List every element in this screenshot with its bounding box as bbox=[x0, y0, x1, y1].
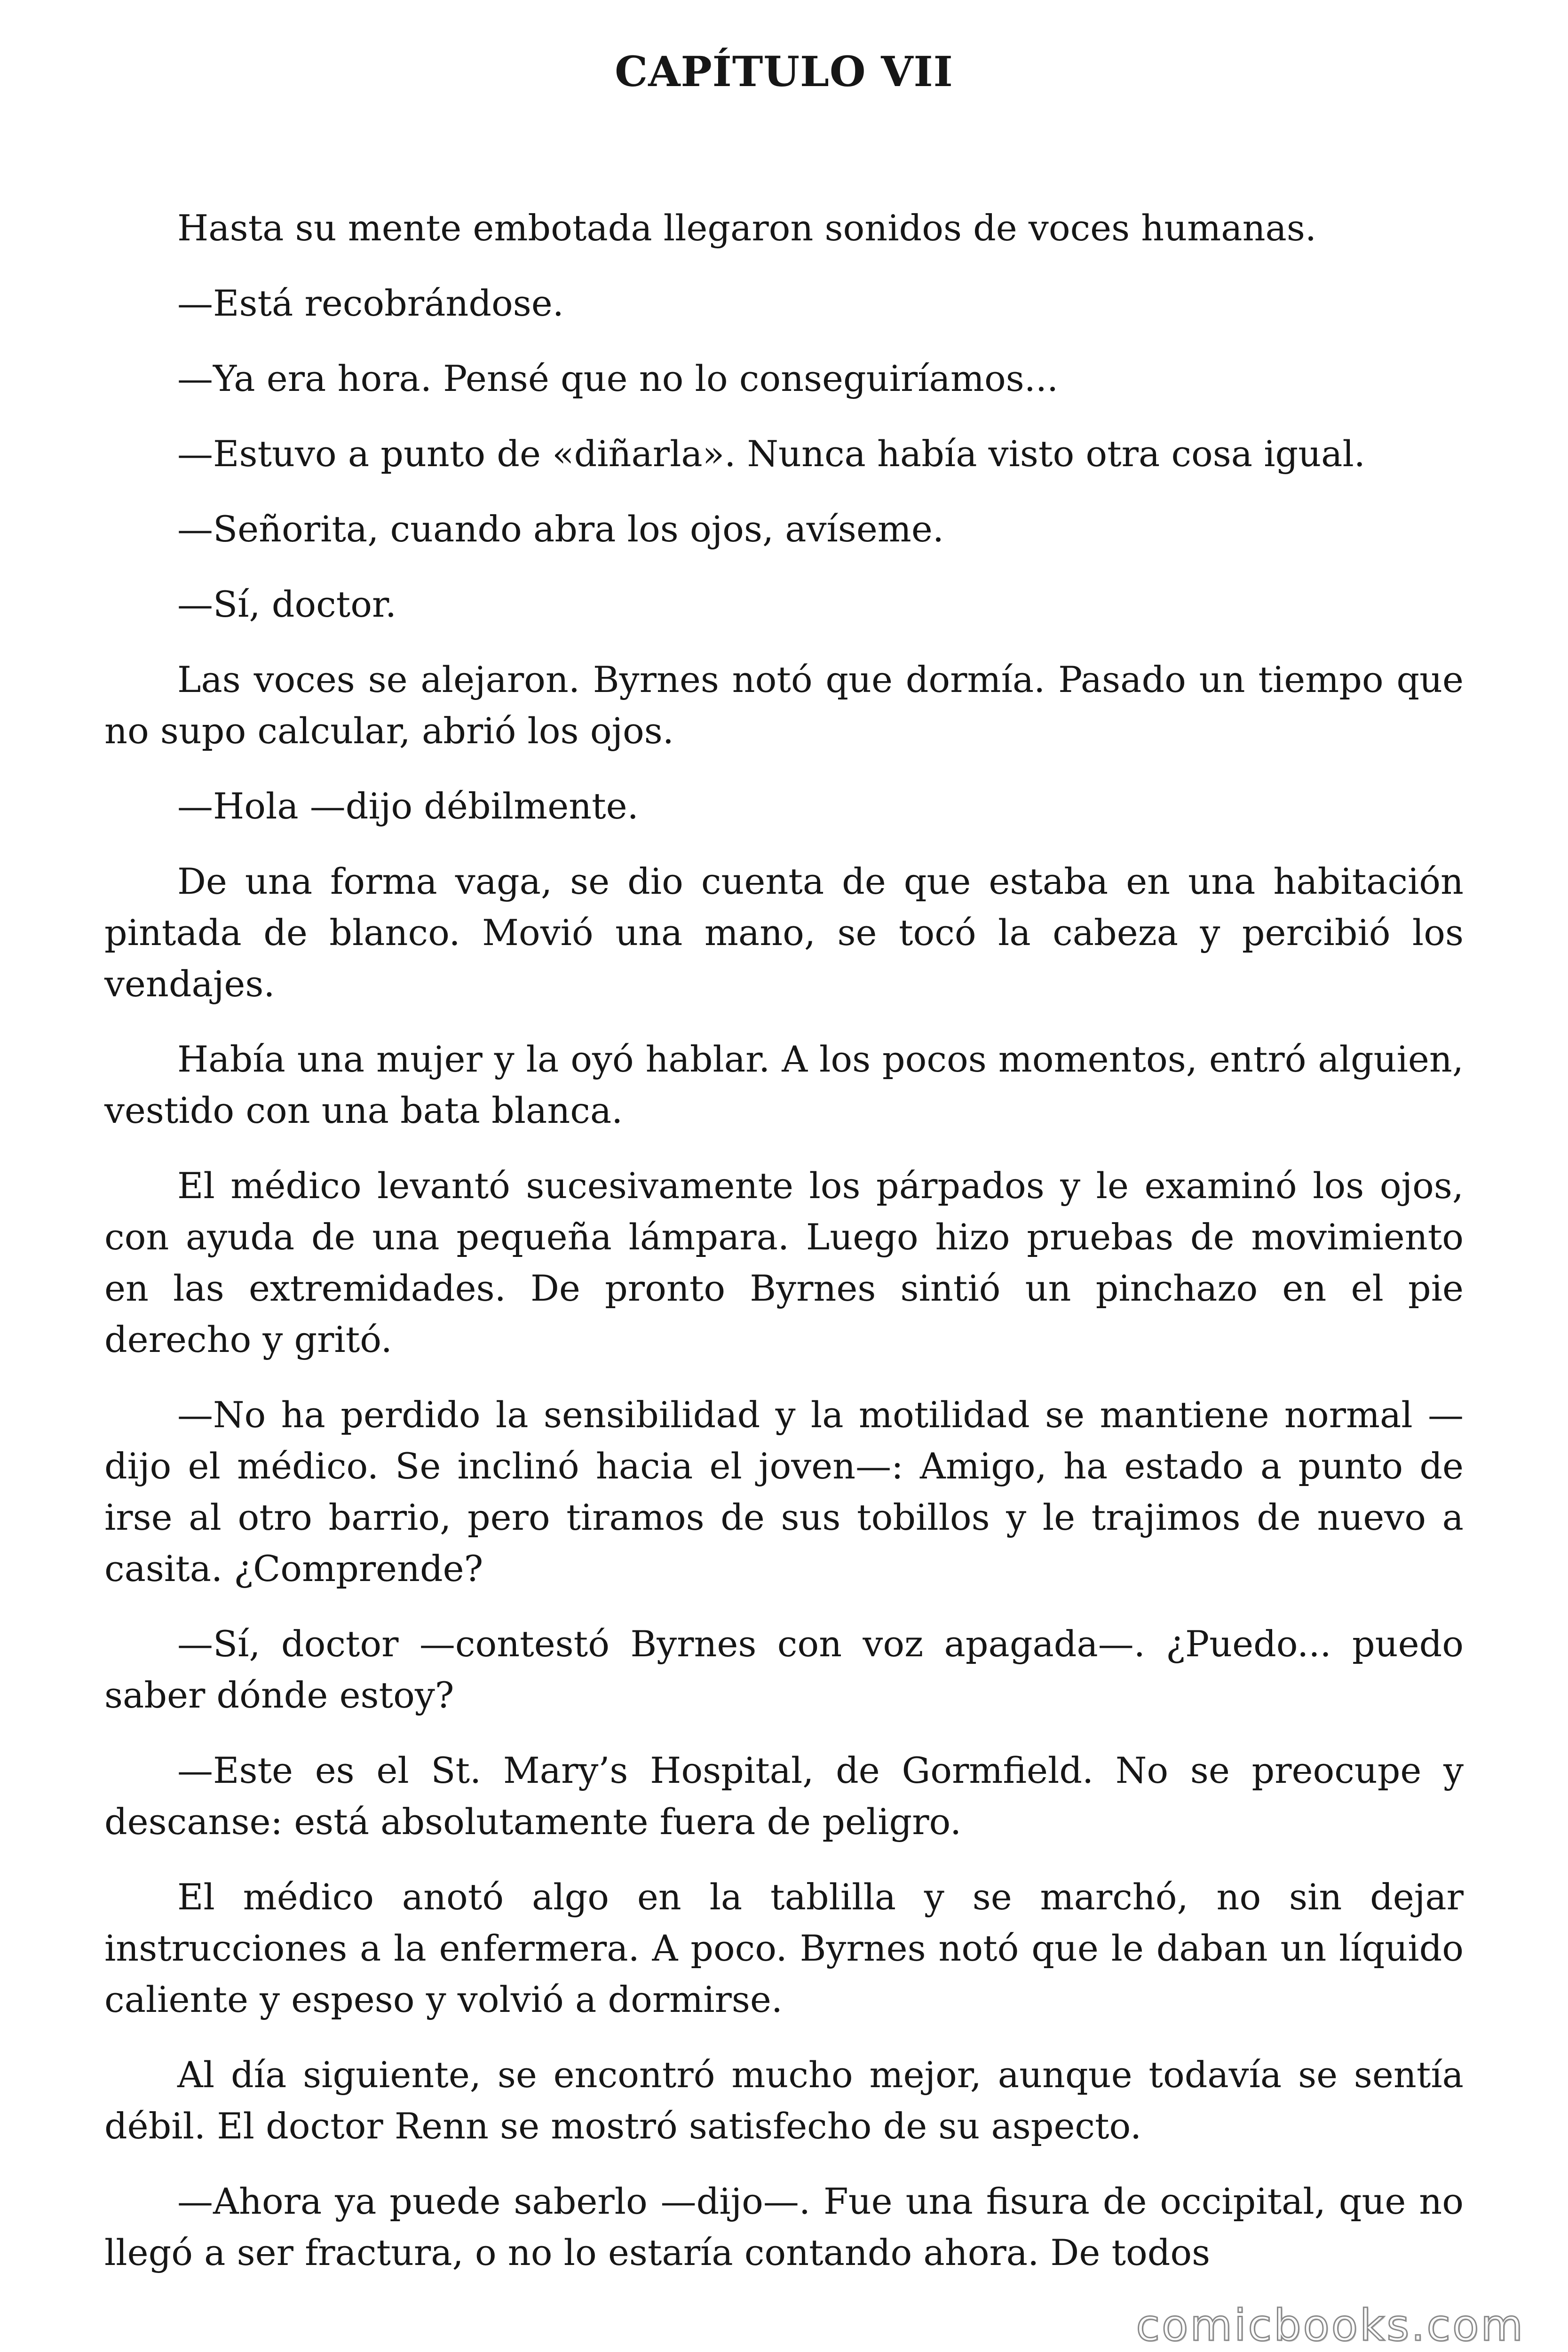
paragraph: —No ha perdido la sensibilidad y la motilidad se mantiene normal —dijo el médico. Se inclinó hacia el joven—: Amigo, ha estado a punto de irse al otro barrio, pero tiramos de sus tobillos y le trajimos de nuevo a casita. ¿Comprende? bbox=[104, 1394, 1464, 1589]
paragraph: —Sí, doctor. bbox=[177, 583, 397, 625]
paragraph: El médico levantó sucesivamente los párpados y le examinó los ojos, con ayuda de una pequeña lámpara. Luego hizo pruebas de movimiento en las extremidades. De pronto Byrnes sintió un pinchazo en el pie derecho y gritó. bbox=[104, 1165, 1464, 1360]
paragraph: De una forma vaga, se dio cuenta de que estaba en una habitación pintada de blanco. Movió una mano, se tocó la cabeza y percibió los vendajes. bbox=[104, 860, 1464, 1005]
paragraph: —Ya era hora. Pensé que no lo conseguiríamos... bbox=[177, 358, 1059, 399]
paragraph: Había una mujer y la oyó hablar. A los pocos momentos, entró alguien, vestido con una bata blanca. bbox=[104, 1038, 1464, 1131]
paragraph: —Señorita, cuando abra los ojos, avíseme. bbox=[177, 508, 944, 550]
paragraph: Hasta su mente embotada llegaron sonidos de voces humanas. bbox=[177, 207, 1316, 249]
paragraph: —Estuvo a punto de «diñarla». Nunca había visto otra cosa igual. bbox=[177, 433, 1365, 475]
chapter-title: CAPÍTULO VII bbox=[615, 47, 953, 96]
paragraph: —Este es el St. Mary’s Hospital, de Gormfield. No se preocupe y descanse: está absolutamente fuera de peligro. bbox=[104, 1749, 1464, 1843]
paragraph: —Hola —dijo débilmente. bbox=[177, 785, 639, 827]
paragraph: —Sí, doctor —contestó Byrnes con voz apagada—. ¿Puedo... puedo saber dónde estoy? bbox=[104, 1623, 1464, 1716]
chapter-body bbox=[104, 202, 1464, 2278]
paragraph: —Ahora ya puede saberlo —dijo—. Fue una fisura de occipital, que no llegó a ser fractura, o no lo estaría contando ahora. De todos bbox=[104, 2180, 1464, 2273]
paragraph: Las voces se alejaron. Byrnes notó que dormía. Pasado un tiempo que no supo calcular, abrió los ojos. bbox=[104, 659, 1464, 752]
paragraph: El médico anotó algo en la tablilla y se marchó, no sin dejar instrucciones a la enfermera. A poco. Byrnes notó que le daban un líquido caliente y espeso y volvió a dormirse. bbox=[104, 1876, 1464, 2020]
paragraph: Al día siguiente, se encontró mucho mejor, aunque todavía se sentía débil. El doctor Renn se mostró satisfecho de su aspecto. bbox=[104, 2054, 1464, 2147]
site-watermark: comicbooks.com bbox=[1136, 2300, 1525, 2351]
paragraph: —Está recobrándose. bbox=[177, 282, 564, 324]
